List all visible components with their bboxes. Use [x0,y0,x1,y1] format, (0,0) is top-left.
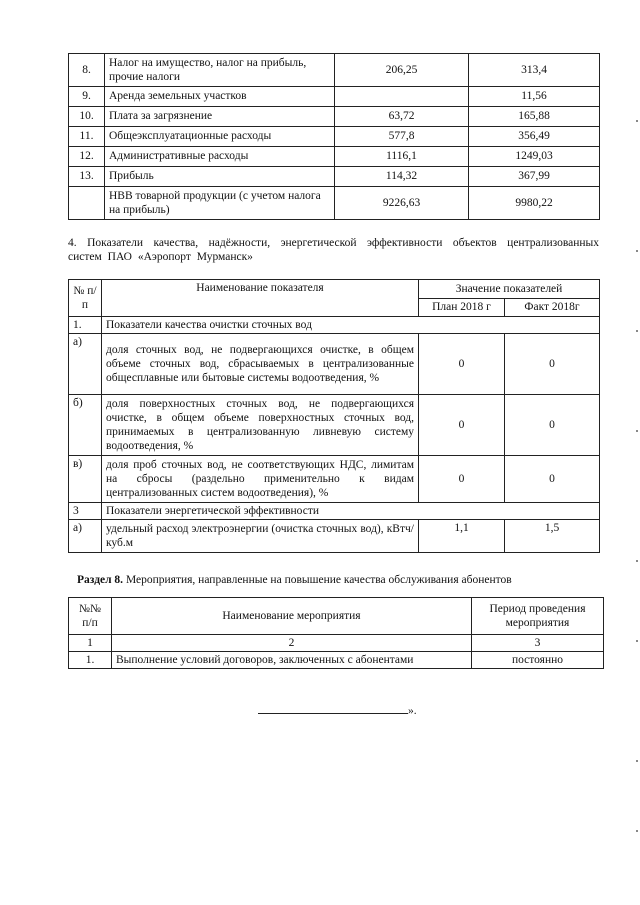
table-row [69,107,600,127]
row-number: 12. [69,147,105,167]
table-group-row [69,317,600,334]
group-label: Показатели качества очистки сточных вод [102,317,600,334]
row-fact: 165,88 [469,107,600,127]
row-number: 10. [69,107,105,127]
row-number: в) [69,456,102,503]
group-number: 3 [69,503,102,520]
row-plan: 63,72 [335,107,469,127]
row-fact: 1249,03 [469,147,600,167]
row-name: Прибыль [105,167,335,187]
table-header-row [69,598,604,635]
row-number: 1. [69,652,112,669]
row-name: Плата за загрязнение [105,107,335,127]
row-fact: 0 [505,334,600,395]
row-number: 13. [69,167,105,187]
column-header-fact: Факт 2018г [505,298,600,317]
column-header-number: №№ п/п [69,598,112,635]
row-fact: 0 [505,395,600,456]
section-4-heading: 4. Показатели качества, надёжности, энергетической эффективности объектов централизованных систем ПАО «Аэропорт Мурманск» [68,237,599,264]
closing-quote: ». [408,705,417,717]
index-cell: 1 [69,635,112,652]
row-number: 8. [69,54,105,87]
column-header-plan: План 2018 г [419,298,505,317]
section-8-label: Раздел 8. [77,574,124,586]
row-plan: 0 [419,334,505,395]
section-8-title: Мероприятия, направленные на повышение качества обслуживания абонентов [125,574,512,586]
row-plan: 1116,1 [335,147,469,167]
table-row [69,334,600,395]
row-fact: 9980,22 [469,187,600,220]
row-number: а) [69,334,102,395]
group-label: Показатели энергетической эффективности [102,503,600,520]
row-name: Общеэксплуатационные расходы [105,127,335,147]
closing-line [258,703,428,718]
column-header-period: Период проведения мероприятия [472,598,604,635]
quality-indicators-table [68,279,600,553]
row-fact: 367,99 [469,167,600,187]
table-row [69,652,604,669]
financial-table [68,53,600,220]
row-name: Выполнение условий договоров, заключенных с абонентами [112,652,472,669]
column-header-values: Значение показателей [419,280,600,299]
column-header-name: Наименование показателя [102,280,419,317]
row-plan: 0 [419,456,505,503]
row-plan: 577,8 [335,127,469,147]
scan-edge-marks [634,0,638,905]
measures-table [68,597,604,669]
table-row [69,87,600,107]
table-row [69,520,600,553]
table-row [69,54,600,87]
row-name: НВВ товарной продукции (с учетом налога на прибыль) [105,187,335,220]
index-cell: 3 [472,635,604,652]
row-plan: 0 [419,395,505,456]
row-plan [335,87,469,107]
row-name: Административные расходы [105,147,335,167]
row-plan: 114,32 [335,167,469,187]
row-plan: 1,1 [419,520,505,553]
signature-underline [258,703,408,714]
row-number: 9. [69,87,105,107]
column-header-number: № п/п [69,280,102,317]
table-header-row [69,280,600,299]
row-fact: 356,49 [469,127,600,147]
row-name: доля сточных вод, не подвергающихся очистке, в общем объеме сточных вод, сбрасываемых в централизованные общесплавные или бытовые системы водоотведения, % [102,334,419,395]
row-fact: 0 [505,456,600,503]
row-plan: 206,25 [335,54,469,87]
table-row [69,395,600,456]
table-row [69,147,600,167]
table-row [69,456,600,503]
row-name: удельный расход электроэнергии (очистка сточных вод), кВтч/куб.м [102,520,419,553]
row-number: 11. [69,127,105,147]
row-period: постоянно [472,652,604,669]
row-fact: 11,56 [469,87,600,107]
group-number: 1. [69,317,102,334]
row-name: Налог на имущество, налог на прибыль, прочие налоги [105,54,335,87]
section-8-heading [77,573,607,587]
row-name: доля проб сточных вод, не соответствующих НДС, лимитам на сбросы (раздельно применительно к видам централизованных систем водоотведения), % [102,456,419,503]
row-number [69,187,105,220]
table-group-row [69,503,600,520]
row-name: Аренда земельных участков [105,87,335,107]
column-header-name: Наименование мероприятия [112,598,472,635]
table-row [69,187,600,220]
row-number: б) [69,395,102,456]
row-fact: 313,4 [469,54,600,87]
table-row [69,167,600,187]
row-number: а) [69,520,102,553]
table-index-row [69,635,604,652]
row-name: доля поверхностных сточных вод, не подвергающихся очистке, в общем объеме поверхностных сточных вод, принимаемых в централизованную ливневую систему водоотведения, % [102,395,419,456]
row-fact: 1,5 [505,520,600,553]
index-cell: 2 [112,635,472,652]
row-plan: 9226,63 [335,187,469,220]
table-row [69,127,600,147]
